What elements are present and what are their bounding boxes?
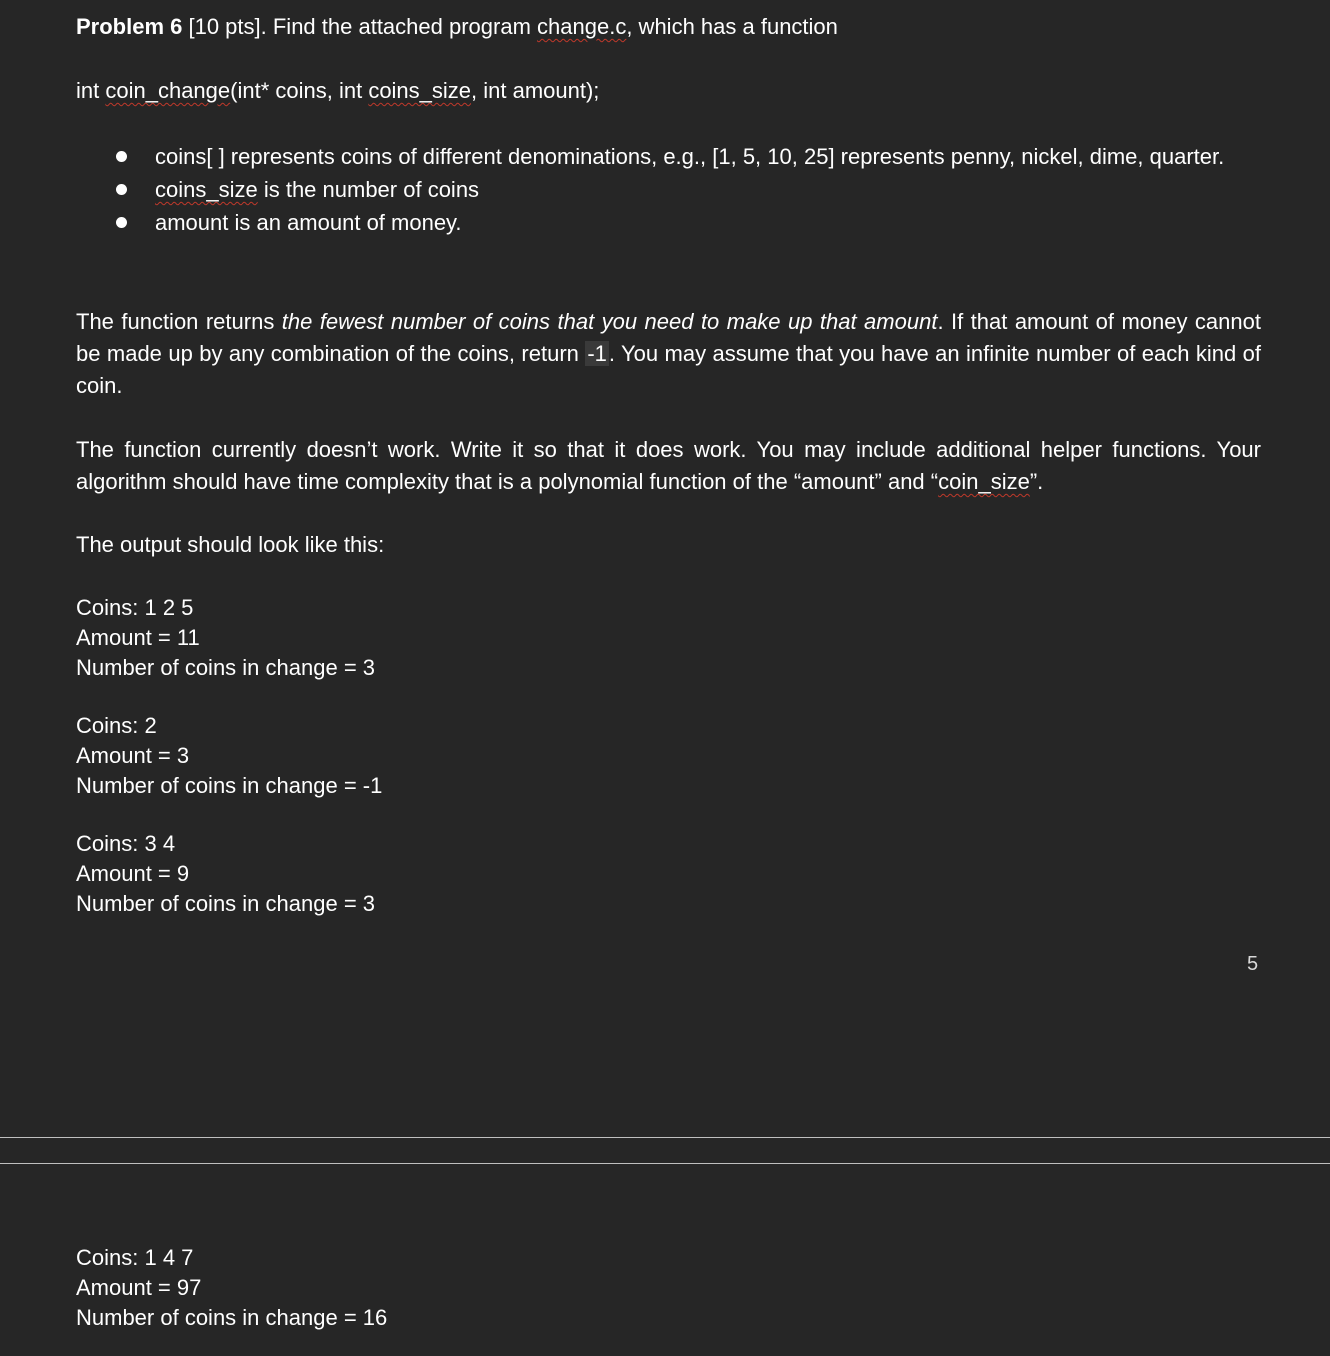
- output-result: Number of coins in change = 16: [76, 1305, 388, 1330]
- signature-mid-b: , int amount);: [471, 78, 600, 103]
- output-intro: The output should look like this:: [76, 532, 385, 557]
- para2-keyword: coin_size: [938, 469, 1030, 494]
- output-amount: Amount = 97: [76, 1275, 202, 1300]
- problem-heading: [76, 14, 838, 40]
- output-example-1: [76, 593, 375, 683]
- signature-prefix: int: [76, 78, 106, 103]
- output-example-4: [76, 1243, 387, 1333]
- para2-text-a: The function currently doesn’t work. Write it so that it does work. You may include additional helper functions. Your algorithm should have time complexity that is a polynomial function of the “amount” and “: [76, 437, 1261, 494]
- output-amount: Amount = 9: [76, 861, 190, 886]
- bullet-text: is the number of coins: [257, 177, 480, 202]
- output-coins: Coins: 2: [76, 713, 157, 738]
- bullet-item: [76, 140, 1261, 173]
- output-coins: Coins: 1 4 7: [76, 1245, 194, 1270]
- highlighted-value: -1: [587, 341, 607, 366]
- bullet-item: [76, 173, 1261, 206]
- function-name: coin_change: [105, 78, 231, 103]
- page-break-line: [0, 1137, 1330, 1138]
- signature-mid-a: (int* coins, int: [230, 78, 369, 103]
- bullet-item: [76, 206, 1261, 239]
- output-amount: Amount = 11: [76, 625, 200, 650]
- para1-text-c: . You may assume that you have an infinite number of each kind of coin.: [76, 341, 1261, 398]
- output-example-3: [76, 829, 375, 919]
- output-result: Number of coins in change = 3: [76, 655, 376, 680]
- output-result: Number of coins in change = -1: [76, 773, 383, 798]
- page-break-line: [0, 1163, 1330, 1164]
- problem-text-a: [10 pts]. Find the attached program: [182, 14, 538, 39]
- output-amount: Amount = 3: [76, 743, 190, 768]
- bullet-text: coins[ ] represents coins of different denominations, e.g., [1, 5, 10, 25] represents penny, nickel, dime, quarter.: [155, 144, 1225, 169]
- output-coins: Coins: 1 2 5: [76, 595, 194, 620]
- paragraph-returns: [76, 306, 1261, 402]
- output-example-2: [76, 711, 382, 801]
- function-signature: [76, 78, 599, 104]
- bullet-list: [76, 140, 1261, 239]
- output-coins: Coins: 3 4: [76, 831, 176, 856]
- para1-italic: the fewest number of coins that you need to make up that amount: [281, 309, 938, 334]
- problem-title: Problem 6: [76, 14, 183, 39]
- paragraph-instructions: [76, 434, 1261, 498]
- para1-text-b: . If that amount of money cannot be made up by any combination of the coins, return: [76, 309, 1261, 366]
- para1-text-a: The function returns: [76, 309, 282, 334]
- bullet-keyword: coins_size: [155, 177, 258, 202]
- output-result: Number of coins in change = 3: [76, 891, 376, 916]
- bullet-text: amount is an amount of money.: [155, 210, 462, 235]
- filename: change.c: [537, 14, 627, 39]
- problem-text-b: , which has a function: [626, 14, 838, 39]
- page-number: 5: [1247, 953, 1259, 975]
- param-coins-size: coins_size: [368, 78, 472, 103]
- para2-text-b: ”.: [1029, 469, 1044, 494]
